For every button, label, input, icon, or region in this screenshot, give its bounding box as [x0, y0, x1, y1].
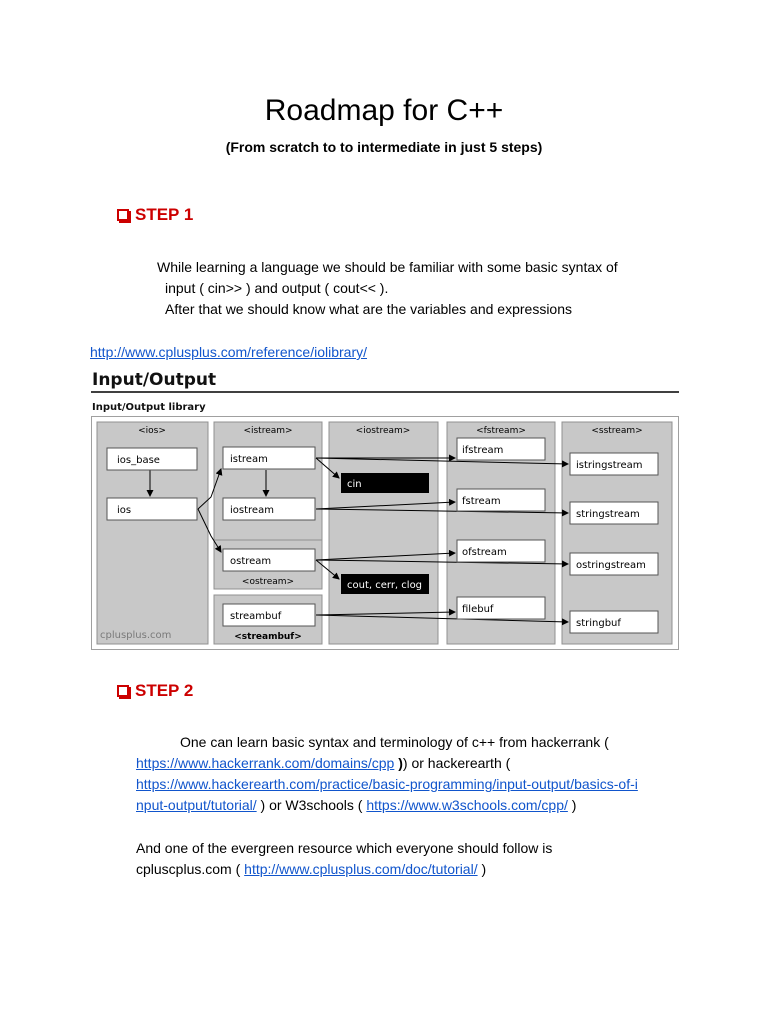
- label-ostream: ostream: [230, 556, 272, 567]
- step1-line3: After that we should know what are the variables and expressions: [165, 301, 573, 317]
- label-stringstream: stringstream: [576, 509, 640, 520]
- step1-heading-label: STEP 1: [135, 205, 194, 224]
- checkbox-bullet-icon: [117, 685, 129, 697]
- label-cout: cout, cerr, clog: [347, 580, 423, 591]
- label-istringstream: istringstream: [576, 460, 643, 471]
- document-subtitle: (From scratch to to intermediate in just 5 steps): [225, 139, 543, 155]
- col-header-sstream: <sstream>: [591, 426, 643, 436]
- label-ios-base: ios_base: [117, 455, 160, 466]
- step2-p1-text3: ) or W3schools (: [260, 797, 363, 813]
- step2-paragraph-2: [136, 838, 696, 880]
- w3schools-link[interactable]: https://www.w3schools.com/cpp/: [366, 797, 568, 813]
- col-header-ios: <ios>: [138, 426, 166, 436]
- label-iostream: iostream: [230, 505, 274, 516]
- hackerearth-link-part1[interactable]: https://www.hackerearth.com/practice/basic-programming/input-output/basics-of-i: [136, 776, 638, 792]
- label-ifstream: ifstream: [462, 445, 504, 456]
- step2-p1-close-paren: ): [398, 755, 403, 771]
- step1-line1: While learning a language we should be familiar with some basic syntax of: [157, 259, 618, 275]
- step2-p1-line4: [136, 795, 696, 816]
- label-stringbuf: stringbuf: [576, 618, 621, 629]
- step2-p1-line2: [136, 753, 696, 774]
- step2-p2-text1: cpluscplus.com (: [136, 861, 241, 877]
- label-fstream: fstream: [462, 496, 501, 507]
- step2-paragraph-1: [136, 732, 696, 816]
- step2-p1-text4: ): [571, 797, 577, 813]
- cplusplus-watermark: cplusplus.com: [100, 630, 172, 641]
- io-diagram-svg: [91, 366, 679, 652]
- hackerearth-link-part2[interactable]: nput-output/tutorial/: [136, 797, 257, 813]
- step2-p2-text2: ): [481, 861, 487, 877]
- step2-p1-line3: [136, 774, 696, 795]
- col-header-fstream: <fstream>: [476, 426, 526, 436]
- label-ios: ios: [117, 505, 132, 516]
- col-header-ostream: <ostream>: [241, 577, 295, 587]
- col-header-iostream: <iostream>: [355, 426, 411, 436]
- step2-p1-text2: ) or hackerearth (: [402, 755, 511, 771]
- hackerrank-link[interactable]: https://www.hackerrank.com/domains/cpp: [136, 755, 395, 771]
- col-header-streambuf: <streambuf>: [234, 632, 302, 642]
- io-diagram-subheading: Input/Output library: [92, 402, 206, 413]
- label-istream: istream: [230, 454, 268, 465]
- label-ofstream: ofstream: [462, 547, 507, 558]
- document-title: Roadmap for C++: [264, 94, 504, 127]
- cplusplus-tutorial-link[interactable]: http://www.cplusplus.com/doc/tutorial/: [244, 861, 478, 877]
- step1-paragraph: [157, 257, 717, 320]
- iolibrary-link[interactable]: http://www.cplusplus.com/reference/iolibrary/: [90, 344, 367, 360]
- step2-heading: [117, 681, 193, 701]
- label-streambuf: streambuf: [230, 611, 282, 622]
- step2-p2-line2: [136, 859, 696, 880]
- io-library-diagram: [91, 366, 679, 652]
- checkbox-bullet-icon: [117, 209, 129, 221]
- step2-heading-label: STEP 2: [135, 681, 194, 700]
- step2-p2-line1: And one of the evergreen resource which everyone should follow is: [136, 840, 553, 856]
- panel-iostream: [329, 422, 438, 644]
- label-filebuf: filebuf: [462, 604, 494, 615]
- step1-line2: input ( cin>> ) and output ( cout<< ).: [165, 280, 389, 296]
- step2-p1-line1: One can learn basic syntax and terminology of c++ from hackerrank (: [180, 734, 609, 750]
- col-header-istream: <istream>: [243, 426, 293, 436]
- label-ostringstream: ostringstream: [576, 560, 646, 571]
- io-diagram-heading: Input/Output: [92, 370, 217, 390]
- label-cin: cin: [347, 479, 362, 490]
- step1-heading: [117, 205, 193, 225]
